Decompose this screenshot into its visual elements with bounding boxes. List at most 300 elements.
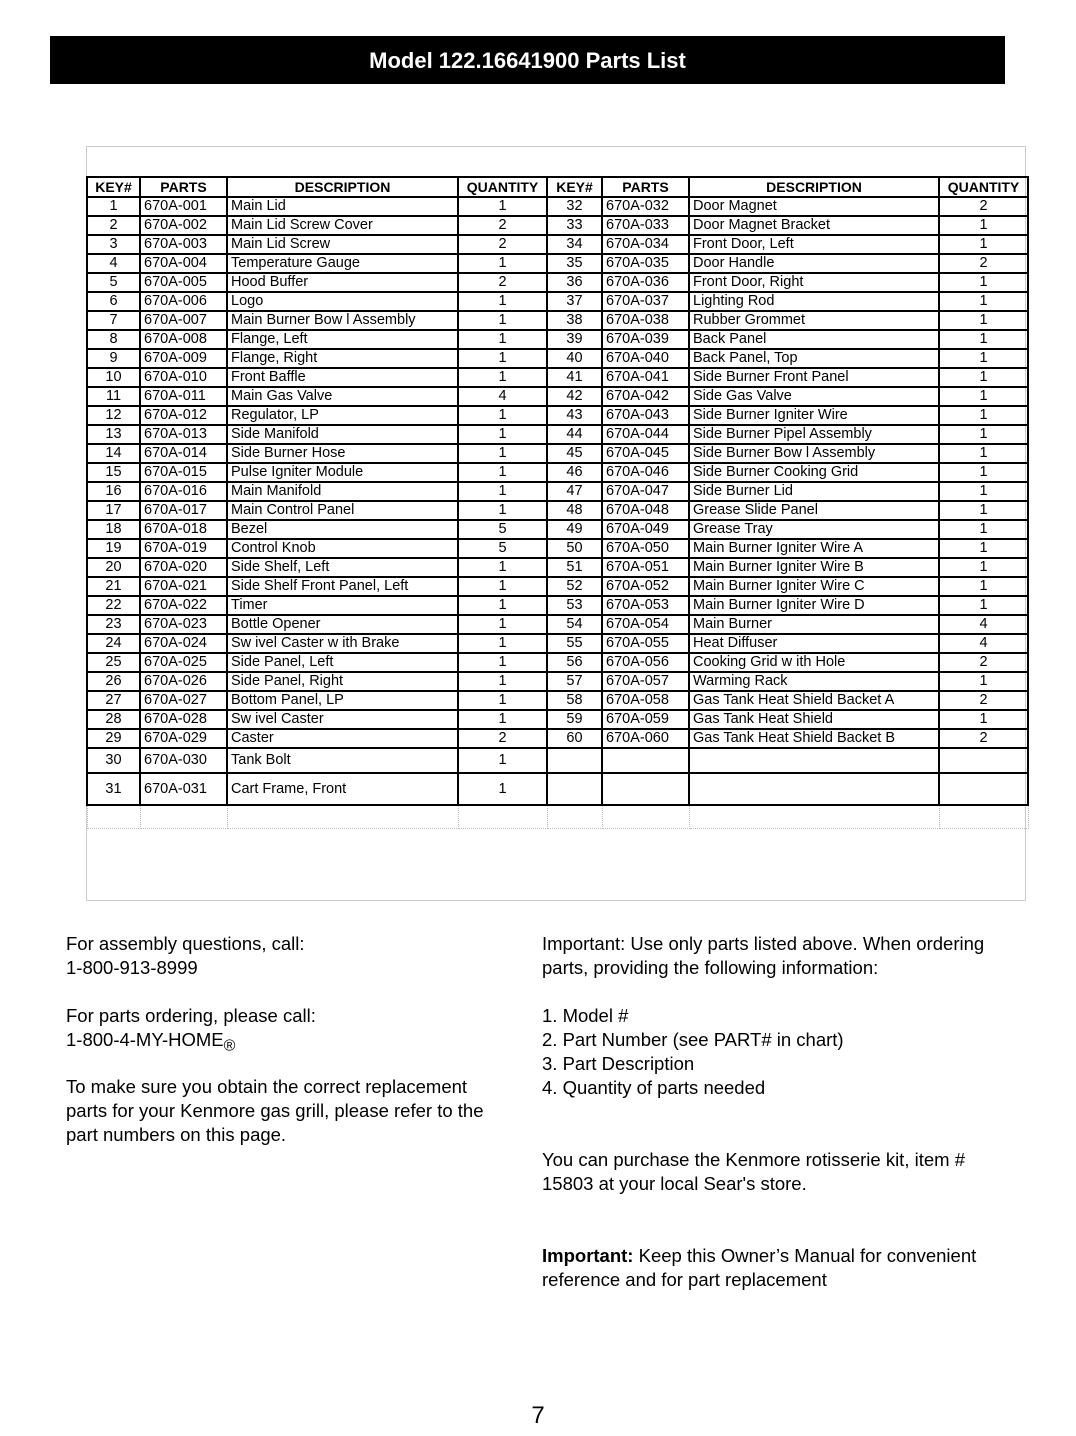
cell-key: 42 [547, 387, 602, 406]
cell-quantity: 4 [939, 615, 1028, 634]
cell-description: Side Burner Bow l Assembly [689, 444, 939, 463]
cell-description: Bottom Panel, LP [227, 691, 458, 710]
cell-description: Timer [227, 596, 458, 615]
cell-key: 7 [87, 311, 140, 330]
cell-part-number: 670A-004 [140, 254, 227, 273]
cell-description: Front Door, Left [689, 235, 939, 254]
cell-description: Side Burner Igniter Wire [689, 406, 939, 425]
cell-part-number: 670A-036 [602, 273, 689, 292]
cell-description: Regulator, LP [227, 406, 458, 425]
table-row [87, 273, 1028, 292]
cell-part-number: 670A-029 [140, 729, 227, 748]
header-description: DESCRIPTION [227, 177, 458, 197]
cell-key: 32 [547, 197, 602, 216]
cell-description: Heat Diffuser [689, 634, 939, 653]
cell-part-number: 670A-010 [140, 368, 227, 387]
cell-key: 9 [87, 349, 140, 368]
keep-text: Keep this Owner’s Manual for convenient reference and for part replacement [542, 1245, 977, 1290]
cell-quantity: 1 [458, 710, 547, 729]
cell-key: 43 [547, 406, 602, 425]
ordering-label: For parts ordering, please call: [66, 1005, 316, 1026]
table-row [87, 387, 1028, 406]
cell-quantity: 1 [458, 634, 547, 653]
empty-cell [458, 805, 547, 829]
cell-key: 55 [547, 634, 602, 653]
cell-key: 35 [547, 254, 602, 273]
table-row [87, 197, 1028, 216]
cell-description: Side Panel, Left [227, 653, 458, 672]
cell-key: 5 [87, 273, 140, 292]
cell-description: Main Burner Bow l Assembly [227, 311, 458, 330]
empty-cell [87, 805, 140, 829]
cell-part-number: 670A-018 [140, 520, 227, 539]
cell-quantity: 1 [939, 463, 1028, 482]
cell-key: 37 [547, 292, 602, 311]
cell-quantity: 2 [458, 235, 547, 254]
cell-key: 6 [87, 292, 140, 311]
cell-part-number: 670A-057 [602, 672, 689, 691]
cell-part-number: 670A-026 [140, 672, 227, 691]
cell-key: 40 [547, 349, 602, 368]
cell-part-number: 670A-001 [140, 197, 227, 216]
cell-quantity: 1 [939, 235, 1028, 254]
table-row [87, 463, 1028, 482]
table-row [87, 444, 1028, 463]
cell-part-number: 670A-051 [602, 558, 689, 577]
cell-description: Temperature Gauge [227, 254, 458, 273]
cell-key: 51 [547, 558, 602, 577]
cell-quantity: 1 [939, 444, 1028, 463]
replacement-note: To make sure you obtain the correct replacement parts for your Kenmore gas grill, please refer to the part numbers on this page. [66, 1075, 484, 1145]
table-row [87, 634, 1028, 653]
cell-key: 24 [87, 634, 140, 653]
cell-description: Main Lid [227, 197, 458, 216]
cell-quantity: 1 [458, 425, 547, 444]
parts-table [86, 176, 1029, 829]
cell-quantity: 1 [458, 501, 547, 520]
info-list-item: 1. Model # [542, 1005, 629, 1026]
cell-description: Caster [227, 729, 458, 748]
cell-part-number: 670A-039 [602, 330, 689, 349]
cell-description: Side Shelf, Left [227, 558, 458, 577]
cell-quantity: 1 [458, 773, 547, 805]
cell-quantity: 5 [458, 539, 547, 558]
cell-key: 48 [547, 501, 602, 520]
cell-quantity: 1 [939, 425, 1028, 444]
cell-quantity: 1 [939, 387, 1028, 406]
cell-description: Door Magnet [689, 197, 939, 216]
cell-quantity: 1 [939, 577, 1028, 596]
cell-part-number: 670A-033 [602, 216, 689, 235]
cell-description: Bezel [227, 520, 458, 539]
cell-part-number: 670A-015 [140, 463, 227, 482]
cell-description: Main Burner Igniter Wire D [689, 596, 939, 615]
header-key: KEY# [547, 177, 602, 197]
cell-part-number: 670A-054 [602, 615, 689, 634]
cell-quantity: 1 [458, 311, 547, 330]
cell-part-number: 670A-040 [602, 349, 689, 368]
cell-description: Main Burner Igniter Wire B [689, 558, 939, 577]
cell-description: Control Knob [227, 539, 458, 558]
cell-description: Door Handle [689, 254, 939, 273]
cell-part-number: 670A-058 [602, 691, 689, 710]
cell-key: 4 [87, 254, 140, 273]
cell-description: Gas Tank Heat Shield Backet B [689, 729, 939, 748]
info-list-item: 3. Part Description [542, 1053, 695, 1074]
table-row [87, 349, 1028, 368]
table-row [87, 311, 1028, 330]
cell-description: Side Manifold [227, 425, 458, 444]
cell-quantity: 1 [458, 577, 547, 596]
cell-description: Sw ivel Caster w ith Brake [227, 634, 458, 653]
cell-key: 16 [87, 482, 140, 501]
cell-key: 10 [87, 368, 140, 387]
table-row [87, 748, 1028, 773]
cell-quantity: 4 [458, 387, 547, 406]
cell-part-number: 670A-027 [140, 691, 227, 710]
cell-description: Side Burner Pipel Assembly [689, 425, 939, 444]
cell-quantity: 2 [939, 197, 1028, 216]
cell-key: 49 [547, 520, 602, 539]
cell-description: Side Burner Hose [227, 444, 458, 463]
cell-quantity: 1 [458, 254, 547, 273]
cell-key: 33 [547, 216, 602, 235]
cell-quantity: 1 [939, 558, 1028, 577]
cell-key: 15 [87, 463, 140, 482]
cell-quantity: 1 [458, 330, 547, 349]
empty-cell [140, 805, 227, 829]
cell-quantity: 1 [458, 653, 547, 672]
cell-quantity: 2 [939, 653, 1028, 672]
cell-key: 25 [87, 653, 140, 672]
cell-quantity: 1 [458, 558, 547, 577]
cell-key: 44 [547, 425, 602, 444]
cell-part-number: 670A-002 [140, 216, 227, 235]
cell-quantity: 1 [458, 444, 547, 463]
table-row [87, 729, 1028, 748]
table-row [87, 216, 1028, 235]
cell-quantity: 1 [939, 330, 1028, 349]
cell-description: Warming Rack [689, 672, 939, 691]
cell-key: 34 [547, 235, 602, 254]
cell-quantity: 1 [939, 349, 1028, 368]
cell-quantity: 1 [458, 748, 547, 773]
cell-key: 45 [547, 444, 602, 463]
cell-description: Grease Slide Panel [689, 501, 939, 520]
cell-key: 18 [87, 520, 140, 539]
cell-quantity [939, 748, 1028, 773]
cell-key: 22 [87, 596, 140, 615]
cell-part-number: 670A-044 [602, 425, 689, 444]
cell-part-number: 670A-043 [602, 406, 689, 425]
cell-key [547, 748, 602, 773]
cell-description: Back Panel [689, 330, 939, 349]
table-row [87, 558, 1028, 577]
cell-description: Front Door, Right [689, 273, 939, 292]
cell-key: 36 [547, 273, 602, 292]
table-row [87, 773, 1028, 805]
table-row [87, 615, 1028, 634]
header-quantity: QUANTITY [939, 177, 1028, 197]
keep-bold: Important: [542, 1245, 634, 1266]
cell-description: Lighting Rod [689, 292, 939, 311]
cell-quantity: 1 [458, 406, 547, 425]
cell-part-number: 670A-014 [140, 444, 227, 463]
cell-description: Side Gas Valve [689, 387, 939, 406]
cell-part-number: 670A-052 [602, 577, 689, 596]
cell-key [547, 773, 602, 805]
cell-part-number: 670A-048 [602, 501, 689, 520]
cell-description: Flange, Left [227, 330, 458, 349]
cell-part-number: 670A-013 [140, 425, 227, 444]
cell-key: 12 [87, 406, 140, 425]
cell-part-number: 670A-007 [140, 311, 227, 330]
cell-key: 2 [87, 216, 140, 235]
empty-cell [689, 805, 939, 829]
cell-description: Gas Tank Heat Shield Backet A [689, 691, 939, 710]
cell-description: Side Shelf Front Panel, Left [227, 577, 458, 596]
cell-description: Side Burner Lid [689, 482, 939, 501]
cell-quantity: 2 [939, 691, 1028, 710]
cell-quantity: 1 [939, 406, 1028, 425]
cell-quantity: 2 [939, 729, 1028, 748]
cell-part-number: 670A-050 [602, 539, 689, 558]
cell-description: Main Manifold [227, 482, 458, 501]
cell-description: Rubber Grommet [689, 311, 939, 330]
table-row [87, 235, 1028, 254]
page-number: 7 [531, 1402, 545, 1429]
header-description: DESCRIPTION [689, 177, 939, 197]
cell-description: Main Control Panel [227, 501, 458, 520]
cell-quantity: 2 [458, 216, 547, 235]
cell-quantity [939, 773, 1028, 805]
cell-part-number: 670A-021 [140, 577, 227, 596]
header-quantity: QUANTITY [458, 177, 547, 197]
cell-key: 47 [547, 482, 602, 501]
cell-key: 17 [87, 501, 140, 520]
cell-key: 21 [87, 577, 140, 596]
cell-part-number: 670A-049 [602, 520, 689, 539]
table-row [87, 691, 1028, 710]
assembly-phone: 1-800-913-8999 [66, 957, 198, 978]
cell-description: Bottle Opener [227, 615, 458, 634]
cell-quantity: 1 [458, 672, 547, 691]
table-row [87, 368, 1028, 387]
table-row [87, 425, 1028, 444]
cell-key: 29 [87, 729, 140, 748]
cell-description: Grease Tray [689, 520, 939, 539]
cell-part-number: 670A-045 [602, 444, 689, 463]
cell-key: 50 [547, 539, 602, 558]
cell-key: 56 [547, 653, 602, 672]
cell-part-number: 670A-030 [140, 748, 227, 773]
cell-description: Front Baffle [227, 368, 458, 387]
rotisserie-note: You can purchase the Kenmore rotisserie kit, item # 15803 at your local Sear's store. [542, 1149, 965, 1194]
table-row [87, 520, 1028, 539]
cell-description: Main Burner Igniter Wire C [689, 577, 939, 596]
info-list-item: 2. Part Number (see PART# in chart) [542, 1029, 844, 1050]
cell-quantity: 1 [939, 710, 1028, 729]
cell-part-number: 670A-005 [140, 273, 227, 292]
cell-description: Main Burner Igniter Wire A [689, 539, 939, 558]
cell-quantity: 1 [939, 672, 1028, 691]
cell-key: 60 [547, 729, 602, 748]
table-row [87, 482, 1028, 501]
contact-info [66, 932, 516, 1147]
cell-description [689, 773, 939, 805]
cell-part-number: 670A-024 [140, 634, 227, 653]
cell-quantity: 1 [458, 349, 547, 368]
table-row [87, 710, 1028, 729]
cell-part-number: 670A-019 [140, 539, 227, 558]
cell-description: Hood Buffer [227, 273, 458, 292]
cell-part-number: 670A-056 [602, 653, 689, 672]
cell-description: Main Burner [689, 615, 939, 634]
table-row [87, 653, 1028, 672]
cell-part-number: 670A-020 [140, 558, 227, 577]
table-header-row [87, 177, 1028, 197]
cell-description: Pulse Igniter Module [227, 463, 458, 482]
cell-key: 30 [87, 748, 140, 773]
cell-description: Cart Frame, Front [227, 773, 458, 805]
cell-key: 41 [547, 368, 602, 387]
table-row [87, 596, 1028, 615]
cell-part-number [602, 773, 689, 805]
cell-quantity: 1 [939, 292, 1028, 311]
cell-quantity: 1 [939, 216, 1028, 235]
cell-key: 54 [547, 615, 602, 634]
info-list-item: 4. Quantity of parts needed [542, 1077, 766, 1098]
cell-part-number: 670A-042 [602, 387, 689, 406]
empty-cell [547, 805, 602, 829]
cell-part-number: 670A-055 [602, 634, 689, 653]
cell-quantity: 1 [939, 539, 1028, 558]
cell-part-number: 670A-031 [140, 773, 227, 805]
cell-description: Main Lid Screw [227, 235, 458, 254]
cell-key: 52 [547, 577, 602, 596]
cell-quantity: 4 [939, 634, 1028, 653]
cell-key: 39 [547, 330, 602, 349]
header-key: KEY# [87, 177, 140, 197]
empty-cell [227, 805, 458, 829]
cell-key: 31 [87, 773, 140, 805]
cell-key: 28 [87, 710, 140, 729]
cell-description: Side Burner Cooking Grid [689, 463, 939, 482]
cell-part-number: 670A-012 [140, 406, 227, 425]
cell-quantity: 2 [458, 273, 547, 292]
cell-key: 11 [87, 387, 140, 406]
cell-part-number: 670A-041 [602, 368, 689, 387]
cell-part-number: 670A-032 [602, 197, 689, 216]
cell-quantity: 1 [939, 482, 1028, 501]
cell-description [689, 748, 939, 773]
cell-part-number: 670A-060 [602, 729, 689, 748]
cell-part-number: 670A-008 [140, 330, 227, 349]
table-row [87, 406, 1028, 425]
cell-key: 13 [87, 425, 140, 444]
header-parts: PARTS [140, 177, 227, 197]
cell-key: 57 [547, 672, 602, 691]
cell-key: 27 [87, 691, 140, 710]
table-row [87, 539, 1028, 558]
cell-part-number: 670A-037 [602, 292, 689, 311]
cell-description: Side Panel, Right [227, 672, 458, 691]
cell-part-number: 670A-034 [602, 235, 689, 254]
cell-part-number: 670A-016 [140, 482, 227, 501]
cell-key: 26 [87, 672, 140, 691]
cell-key: 1 [87, 197, 140, 216]
cell-quantity: 1 [458, 691, 547, 710]
cell-quantity: 1 [939, 520, 1028, 539]
empty-cell [602, 805, 689, 829]
cell-quantity: 1 [458, 615, 547, 634]
cell-description: Side Burner Front Panel [689, 368, 939, 387]
cell-quantity: 1 [458, 596, 547, 615]
cell-part-number: 670A-053 [602, 596, 689, 615]
cell-description: Main Lid Screw Cover [227, 216, 458, 235]
cell-part-number: 670A-025 [140, 653, 227, 672]
cell-part-number: 670A-047 [602, 482, 689, 501]
cell-quantity: 1 [458, 482, 547, 501]
cell-description: Door Magnet Bracket [689, 216, 939, 235]
cell-key: 8 [87, 330, 140, 349]
header-parts: PARTS [602, 177, 689, 197]
important-intro: Important: Use only parts listed above. When ordering parts, providing the following information: [542, 933, 985, 978]
table-row [87, 672, 1028, 691]
cell-key: 58 [547, 691, 602, 710]
info-list [542, 1004, 1032, 1100]
cell-part-number [602, 748, 689, 773]
ordering-phone: 1-800-4-MY-HOME [66, 1029, 224, 1050]
cell-key: 23 [87, 615, 140, 634]
cell-part-number: 670A-059 [602, 710, 689, 729]
keep-manual-note [542, 1244, 1022, 1292]
cell-part-number: 670A-003 [140, 235, 227, 254]
cell-key: 46 [547, 463, 602, 482]
cell-quantity: 1 [939, 501, 1028, 520]
empty-row [87, 805, 1028, 829]
cell-part-number: 670A-011 [140, 387, 227, 406]
cell-part-number: 670A-006 [140, 292, 227, 311]
table-row [87, 501, 1028, 520]
cell-quantity: 1 [939, 311, 1028, 330]
empty-cell [939, 805, 1028, 829]
cell-quantity: 1 [939, 368, 1028, 387]
cell-key: 53 [547, 596, 602, 615]
table-row [87, 254, 1028, 273]
cell-quantity: 1 [458, 197, 547, 216]
cell-description: Gas Tank Heat Shield [689, 710, 939, 729]
cell-description: Cooking Grid w ith Hole [689, 653, 939, 672]
cell-quantity: 1 [458, 292, 547, 311]
cell-quantity: 1 [458, 368, 547, 387]
cell-key: 59 [547, 710, 602, 729]
cell-quantity: 1 [939, 596, 1028, 615]
assembly-label: For assembly questions, call: [66, 933, 305, 954]
cell-description: Flange, Right [227, 349, 458, 368]
cell-part-number: 670A-023 [140, 615, 227, 634]
cell-key: 3 [87, 235, 140, 254]
ordering-info [542, 932, 1032, 1292]
cell-part-number: 670A-028 [140, 710, 227, 729]
cell-part-number: 670A-035 [602, 254, 689, 273]
cell-quantity: 1 [939, 273, 1028, 292]
cell-quantity: 1 [458, 463, 547, 482]
table-row [87, 577, 1028, 596]
cell-key: 19 [87, 539, 140, 558]
cell-description: Sw ivel Caster [227, 710, 458, 729]
cell-quantity: 5 [458, 520, 547, 539]
